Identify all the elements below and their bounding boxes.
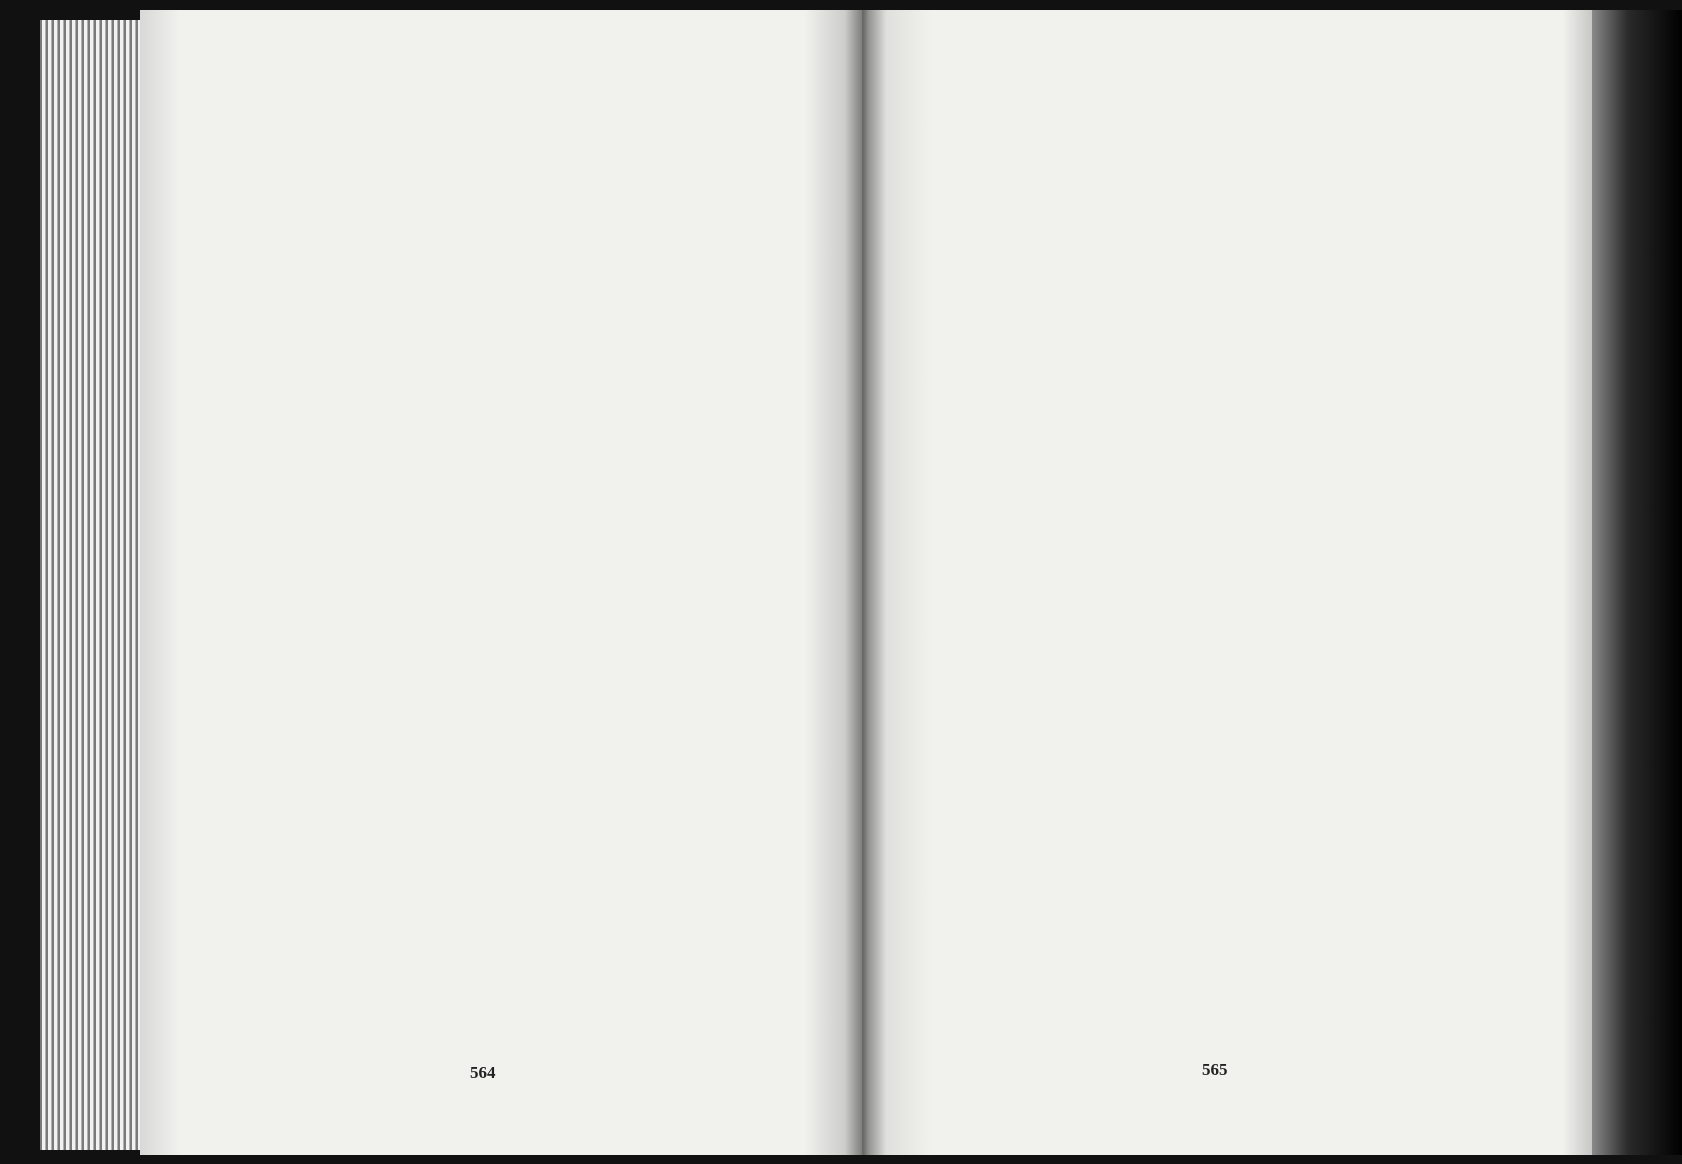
page-number-right: 565 [1202,1060,1228,1079]
right-edge-shadow [1592,10,1682,1155]
right-page [862,10,1592,1155]
page-number-left: 564 [470,1063,496,1082]
left-page [140,10,862,1155]
page-edges [40,20,145,1150]
